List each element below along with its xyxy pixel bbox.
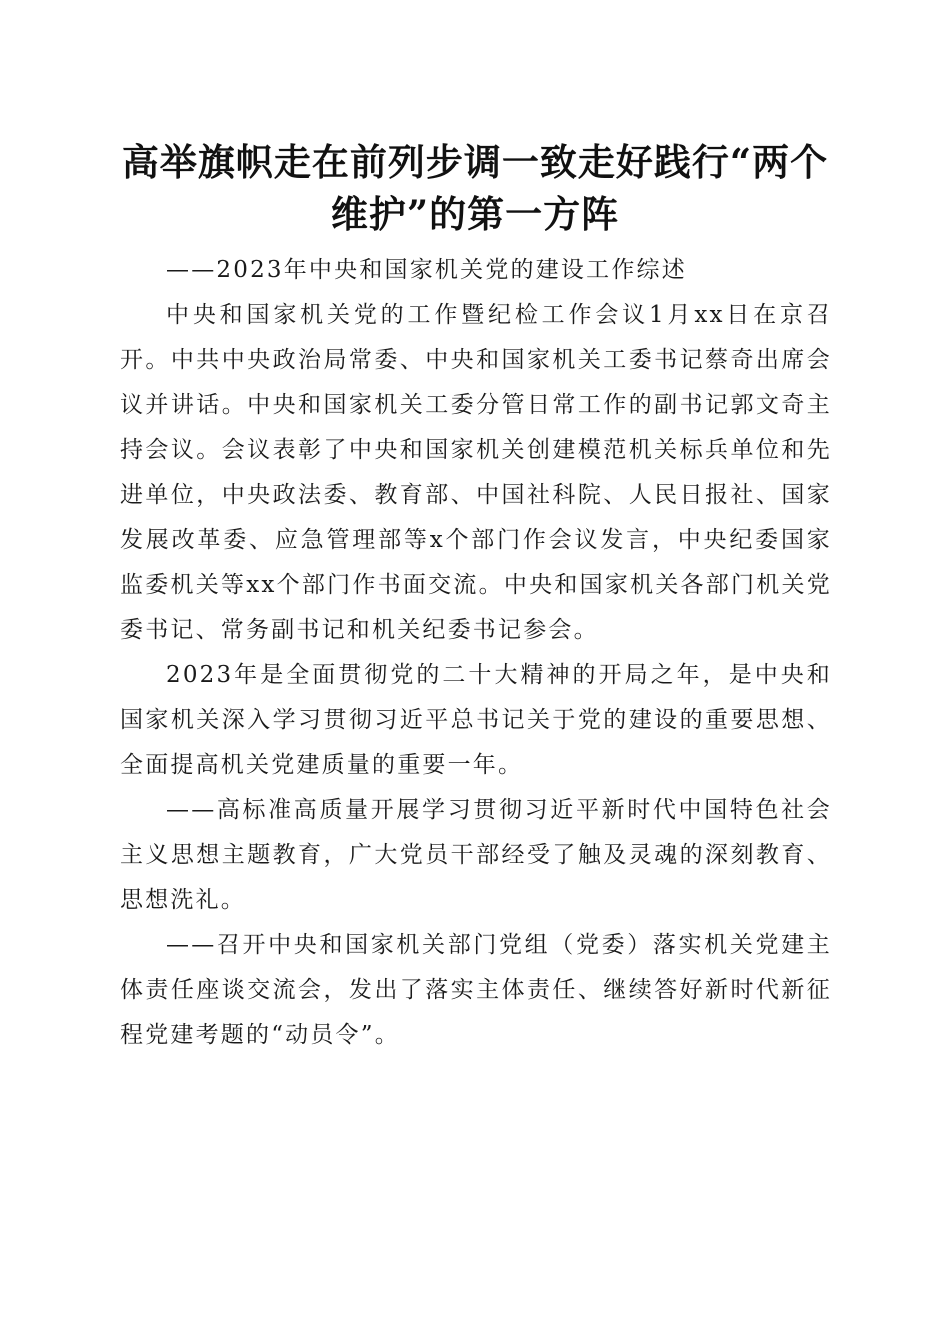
paragraph: ——召开中央和国家机关部门党组（党委）落实机关党建主体责任座谈交流会，发出了落实主体责任、继续答好新时代新征程党建考题的“动员令”。 (120, 932, 832, 1048)
document-body (120, 248, 832, 1058)
document-title: 高举旗帜走在前列步调一致走好践行“两个维护”的第一方阵 (121, 140, 829, 236)
document-subtitle: ——2023年中央和国家机关党的建设工作综述 (166, 257, 687, 283)
paragraph: 中央和国家机关党的工作暨纪检工作会议1月xx日在京召开。中共中央政治局常委、中央和国家机关工委书记蔡奇出席会议并讲话。中央和国家机关工委分管日常工作的副书记郭文奇主持会议。会议表彰了中央和国家机关创建模范机关标兵单位和先进单位，中央政法委、教育部、中国社科院、人民日报社、国家发展改革委、应急管理部等x个部门作会议发言，中央纪委国家监委机关等xx个部门作书面交流。中央和国家机关各部门机关党委书记、常务副书记和机关纪委书记参会。 (120, 302, 832, 643)
paragraph: ——高标准高质量开展学习贯彻习近平新时代中国特色社会主义思想主题教育，广大党员干部经受了触及灵魂的深刻教育、思想洗礼。 (120, 797, 832, 913)
paragraph: 2023年是全面贯彻党的二十大精神的开局之年，是中央和国家机关深入学习贯彻习近平总书记关于党的建设的重要思想、全面提高机关党建质量的重要一年。 (120, 662, 832, 778)
